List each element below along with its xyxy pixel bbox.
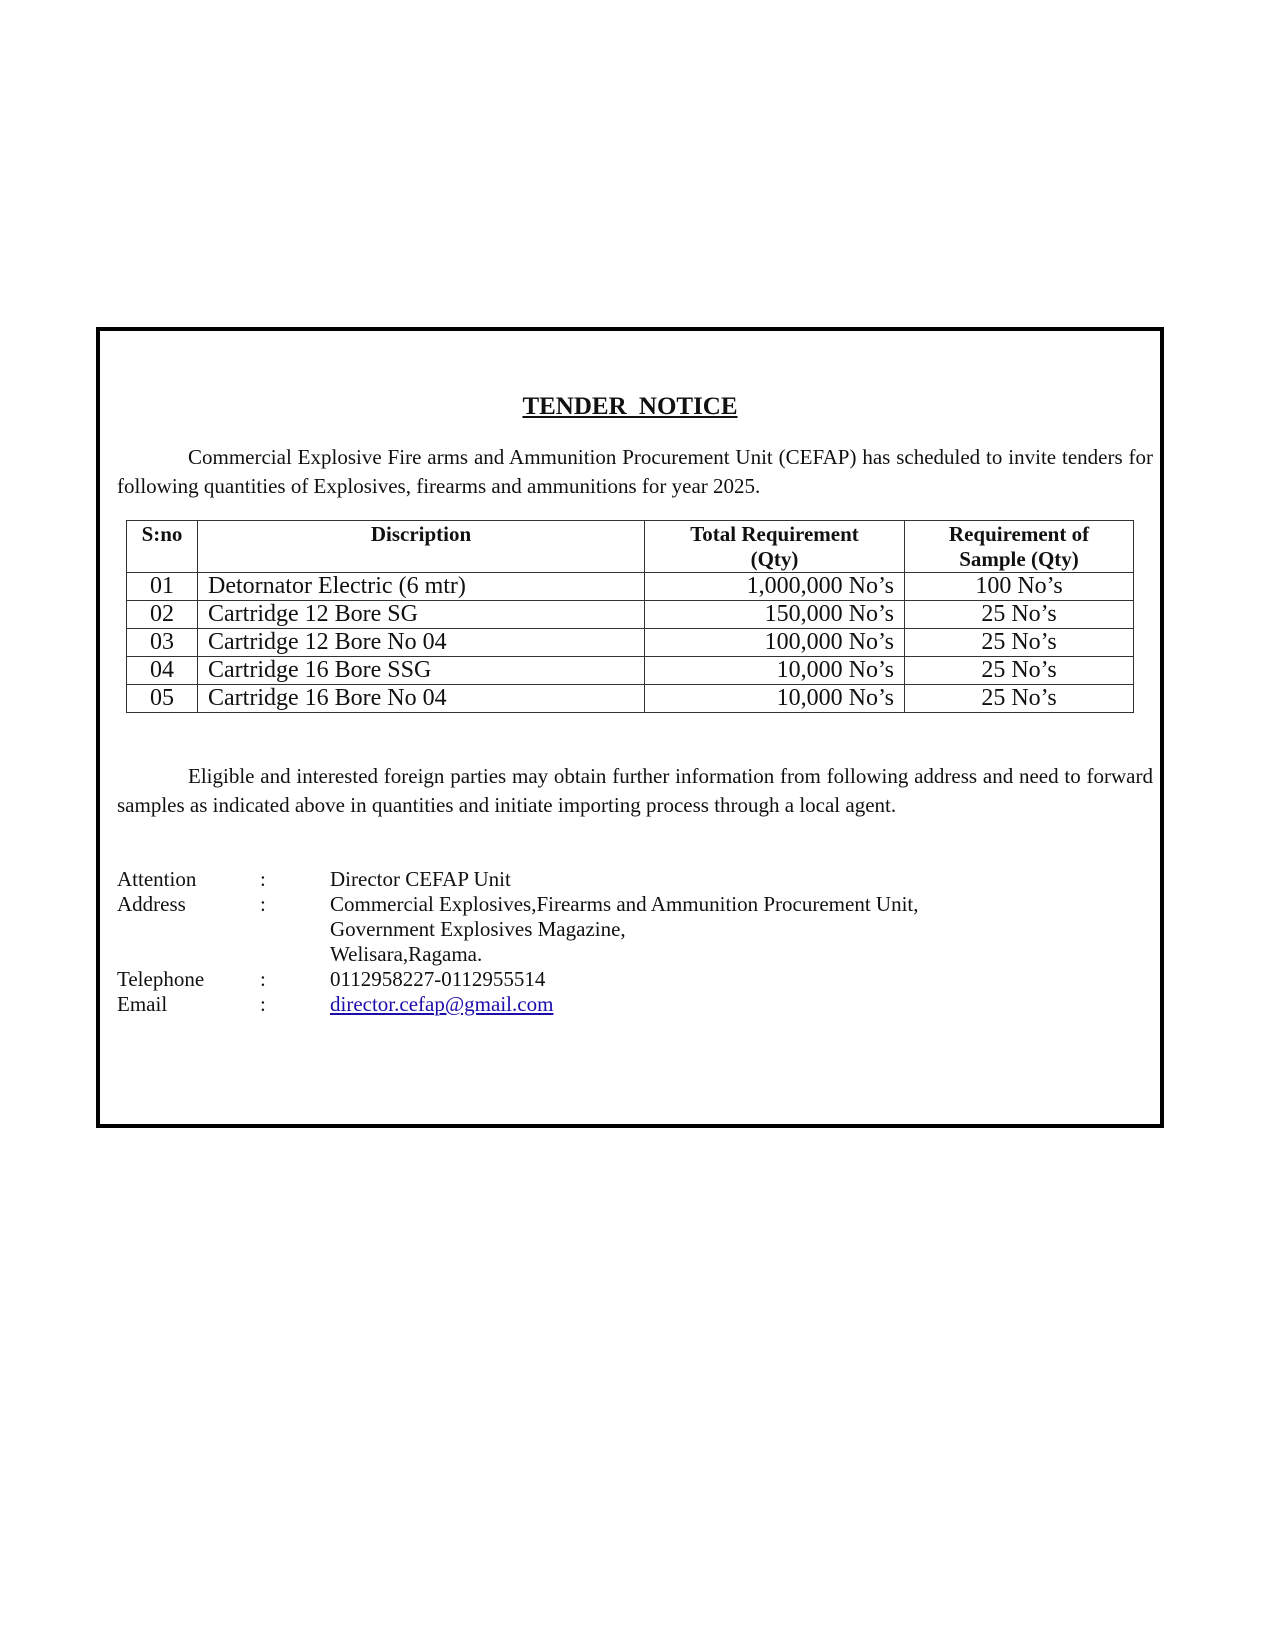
telephone-label: Telephone [117, 967, 205, 991]
cell-description: Cartridge 12 Bore No 04 [198, 629, 645, 657]
address-line-3: Welisara,Ragama. [330, 942, 483, 966]
table-header-row [127, 521, 1134, 573]
telephone-row [117, 967, 1150, 992]
cell-description: Detornator Electric (6 mtr) [198, 573, 645, 601]
cell-sample: 25 No’s [905, 685, 1134, 713]
cell-sno: 03 [127, 629, 198, 657]
table-row [127, 573, 1134, 601]
cell-sample: 100 No’s [905, 573, 1134, 601]
header-description: Discription [198, 521, 645, 573]
cell-sno: 02 [127, 601, 198, 629]
header-total-requirement [645, 521, 905, 573]
telephone-value: 0112958227-0112955514 [330, 967, 546, 991]
table-row [127, 629, 1134, 657]
cell-description: Cartridge 16 Bore No 04 [198, 685, 645, 713]
colon-separator: : [260, 992, 266, 1016]
cell-total: 10,000 No’s [645, 657, 905, 685]
cell-description: Cartridge 12 Bore SG [198, 601, 645, 629]
address-row [117, 892, 1150, 967]
colon-separator: : [260, 967, 266, 991]
email-label: Email [117, 992, 168, 1016]
colon-separator: : [260, 892, 266, 916]
cell-sno: 01 [127, 573, 198, 601]
address-label: Address [117, 892, 186, 916]
header-sample-line1: Requirement of [948, 522, 1090, 546]
table-row [127, 601, 1134, 629]
attention-label: Attention [117, 867, 197, 891]
table-row [127, 657, 1134, 685]
cell-description: Cartridge 16 Bore SSG [198, 657, 645, 685]
cell-total: 1,000,000 No’s [645, 573, 905, 601]
cell-total: 150,000 No’s [645, 601, 905, 629]
tender-notice-box [96, 327, 1164, 1128]
intro-paragraph: Commercial Explosive Fire arms and Ammunition Procurement Unit (CEFAP) has scheduled to invite tenders for following quantities of Explosives, firearms and ammunitions for year 2025. [117, 445, 1153, 498]
cell-sample: 25 No’s [905, 629, 1134, 657]
header-sample-requirement [905, 521, 1134, 573]
address-value [330, 892, 1150, 967]
cell-total: 10,000 No’s [645, 685, 905, 713]
address-line-1: Commercial Explosives,Firearms and Ammunition Procurement Unit, [330, 892, 919, 916]
header-total-line1: Total Requirement [690, 522, 859, 546]
cell-sample: 25 No’s [905, 601, 1134, 629]
cell-sno: 05 [127, 685, 198, 713]
colon-separator: : [260, 867, 266, 891]
eligibility-paragraph: Eligible and interested foreign parties may obtain further information from following address and need to forward samples as indicated above in quantities and initiate importing process through a local agent. [117, 764, 1153, 817]
notice-title: TENDER NOTICE [522, 393, 738, 420]
email-row [117, 992, 1150, 1017]
contact-block [117, 867, 1150, 1017]
cell-sample: 25 No’s [905, 657, 1134, 685]
requirements-table [126, 520, 1134, 713]
header-sno: S:no [127, 521, 198, 573]
header-sample-line2: Sample (Qty) [959, 547, 1079, 571]
email-value-wrapper [330, 992, 1150, 1017]
cell-total: 100,000 No’s [645, 629, 905, 657]
attention-row [117, 867, 1150, 892]
email-link[interactable]: director.cefap@gmail.com [330, 992, 554, 1016]
header-total-line2: (Qty) [750, 547, 799, 571]
cell-sno: 04 [127, 657, 198, 685]
table-row [127, 685, 1134, 713]
attention-value: Director CEFAP Unit [330, 867, 511, 891]
address-line-2: Government Explosives Magazine, [330, 917, 626, 941]
